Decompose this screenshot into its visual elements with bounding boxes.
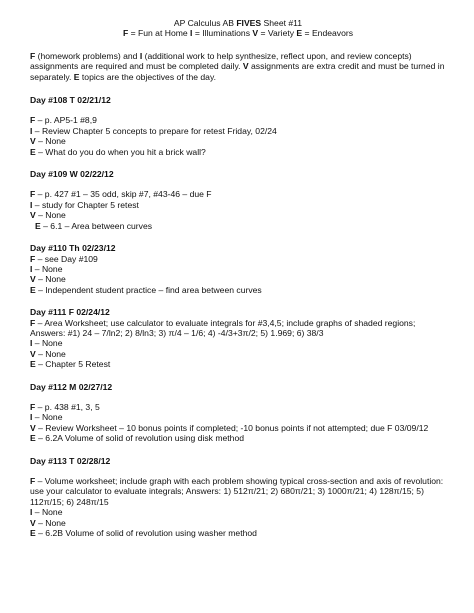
intro-text: topics are the objectives of the day.	[79, 71, 216, 82]
assignment-entry	[30, 115, 446, 125]
entry-category-key: E	[30, 359, 36, 370]
legend-key: V	[252, 28, 259, 39]
entry-category-key: I	[30, 507, 33, 518]
intro-paragraph	[30, 51, 446, 82]
legend-text: = Illuminations	[192, 28, 253, 39]
entry-text: – study for Chapter 5 retest	[32, 199, 139, 210]
entry-text: – What do you do when you hit a brick wall?	[35, 146, 206, 157]
entry-category-key: E	[30, 146, 36, 157]
entry-category-key: V	[30, 422, 36, 433]
assignment-entry	[30, 476, 446, 507]
entry-text: – None	[35, 136, 66, 147]
day-heading: Day #109 W 02/22/12	[30, 169, 114, 180]
entry-category-key: I	[30, 199, 33, 210]
entry-category-key: V	[30, 136, 36, 147]
assignment-entry	[30, 200, 446, 210]
entry-text: – Review Chapter 5 concepts to prepare for retest Friday, 02/24	[32, 125, 277, 136]
assignment-entry	[30, 254, 446, 264]
entry-category-key: F	[30, 115, 36, 126]
entry-text: – None	[32, 338, 63, 349]
sheet-header	[30, 18, 446, 39]
entry-text: – None	[32, 263, 63, 274]
day-heading: Day #113 T 02/28/12	[30, 455, 111, 466]
day-section	[30, 307, 446, 369]
legend-key: E	[296, 28, 303, 39]
entry-text: – p. 438 #1, 3, 5	[35, 401, 100, 412]
entry-text: – None	[35, 348, 66, 359]
entry-text: – None	[35, 517, 66, 528]
entry-category-key: V	[30, 517, 36, 528]
entry-text: – p. AP5-1 #8,9	[35, 115, 97, 126]
entry-category-key: F	[30, 317, 36, 328]
assignment-entry	[30, 264, 446, 274]
day-section	[30, 95, 446, 157]
title-suffix: Sheet #11	[261, 18, 303, 28]
assignment-entry	[30, 402, 446, 412]
entry-category-key: E	[30, 433, 36, 444]
entry-text: – Chapter 5 Retest	[35, 359, 111, 370]
entry-category-key: E	[35, 220, 41, 231]
entry-category-key: V	[30, 210, 36, 221]
legend-key: I	[190, 28, 193, 39]
entry-text: – None	[35, 274, 66, 285]
intro-text: (homework problems) and	[35, 50, 140, 61]
assignment-entry	[30, 126, 446, 136]
day-heading: Day #110 Th 02/23/12	[30, 243, 116, 254]
legend-text: = Endeavors	[302, 28, 354, 39]
entry-category-key: V	[30, 348, 36, 359]
assignment-entry	[30, 412, 446, 422]
entry-text: – 6.2B Volume of solid of revolution using washer method	[35, 528, 257, 539]
day-heading: Day #108 T 02/21/12	[30, 95, 111, 106]
entry-text: – Independent student practice – find area between curves	[35, 284, 262, 295]
legend-text: = Variety	[258, 28, 297, 39]
entry-category-key: I	[30, 263, 33, 274]
assignment-entry	[30, 433, 446, 443]
entry-text: – see Day #109	[35, 253, 98, 264]
day-section	[30, 243, 446, 295]
assignment-entry	[30, 518, 446, 528]
assignment-entry	[30, 338, 446, 348]
assignment-entry	[30, 274, 446, 284]
legend-key: F	[122, 28, 129, 39]
sheet-title	[30, 18, 446, 28]
intro-key: I	[139, 50, 143, 61]
assignment-entry	[30, 136, 446, 146]
assignment-entry	[30, 528, 446, 538]
title-bold-word: FIVES	[236, 18, 262, 28]
day-section	[30, 169, 446, 231]
entry-text: – None	[32, 507, 63, 518]
assignment-entry	[30, 189, 446, 199]
legend-text: = Fun at Home	[128, 28, 191, 39]
intro-key: V	[242, 61, 249, 72]
entry-text: – None	[35, 210, 66, 221]
assignment-entry	[30, 147, 446, 157]
assignment-entry	[30, 423, 446, 433]
entry-text: – Review Worksheet – 10 bonus points if completed; -10 bonus points if not attempted; due F 03/09/12	[35, 422, 429, 433]
entry-text: – 6.1 – Area between curves	[40, 220, 153, 231]
assignment-entry	[30, 318, 446, 339]
intro-text: assignments are extra credit and must be turned in separately.	[30, 61, 445, 82]
day-list	[30, 95, 446, 538]
entry-category-key: I	[30, 338, 33, 349]
intro-key: F	[30, 50, 36, 61]
entry-text: – p. 427 #1 – 35 odd, skip #7, #43-46 – due F	[35, 189, 212, 200]
entry-category-key: F	[30, 253, 36, 264]
entry-text: – 6.2A Volume of solid of revolution using disk method	[35, 433, 245, 444]
assignment-entry	[30, 210, 446, 220]
entry-category-key: I	[30, 412, 33, 423]
assignment-entry	[30, 349, 446, 359]
assignment-entry	[30, 285, 446, 295]
assignment-entry	[30, 507, 446, 517]
title-prefix: AP Calculus AB	[173, 18, 237, 28]
entry-text: – Area Worksheet; use calculator to evaluate integrals for #3,4,5; include graphs of shaded regions; Answers: #1) 24 – 7/ln2; 2) 8/ln3; 3) π/4 – 1/6; 4) -4/3+3π/2; 5) 1.969; 6) 38/3	[30, 317, 416, 338]
entry-text: – Volume worksheet; include graph with each problem showing typical cross-section and axis of revolution: use your calculator to evaluate integrals; Answers: 1) 512π/21; 2) 680π/21; 3) 1000π/21; 4) 128π/15; 5) 112π/15; 6) 248π/15	[30, 476, 444, 507]
day-heading: Day #111 F 02/24/12	[30, 307, 110, 318]
intro-text: (additional work to help synthesize, reflect upon, and review concepts) assignments are required and must be completed daily.	[30, 50, 412, 72]
entry-category-key: E	[30, 528, 36, 539]
entry-category-key: F	[30, 476, 36, 486]
assignment-entry	[30, 221, 446, 231]
day-section	[30, 382, 446, 444]
entry-category-key: F	[30, 189, 36, 200]
day-heading: Day #112 M 02/27/12	[30, 381, 113, 392]
entry-category-key: V	[30, 274, 36, 285]
entry-text: – None	[32, 412, 63, 423]
entry-category-key: F	[30, 401, 36, 412]
intro-key: E	[73, 71, 80, 82]
category-legend	[30, 28, 446, 38]
entry-category-key: E	[30, 284, 36, 295]
entry-category-key: I	[30, 125, 33, 136]
day-section	[30, 456, 446, 539]
assignment-entry	[30, 359, 446, 369]
